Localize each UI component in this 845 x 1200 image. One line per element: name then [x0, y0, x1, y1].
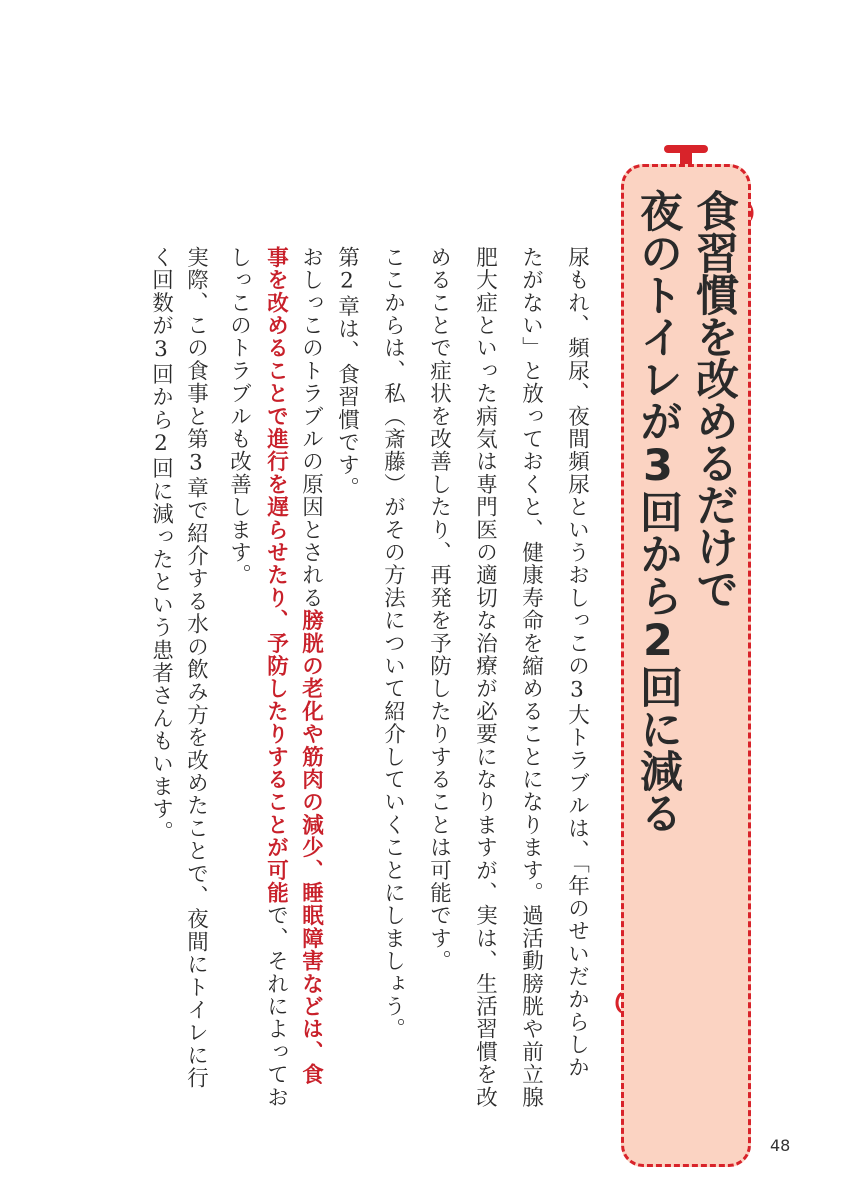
body-column-2: たがない」と放っておくと、健康寿命を縮めることになります。過活動膀胱や前立腺 [518, 246, 544, 1109]
body-text-normal: で、それによってお [263, 904, 289, 1109]
body-column-10: 実際、この食事と第3章で紹介する水の飲み方を改めたことで、夜間にトイレに行 [183, 246, 209, 1090]
body-column-4: めることで症状を改善したり、再発を予防したりすることは可能です。 [426, 246, 452, 973]
title-panel [621, 164, 751, 1167]
body-column-9: しっこのトラブルも改善します。 [226, 246, 252, 587]
page-number: 48 [770, 1136, 791, 1155]
body-column-5: ここからは、私（斎藤）がその方法について紹介していくことにしましょう。 [380, 246, 406, 1041]
highlight-text: 事を改めることで進行を遅らせたり、予防したりすることが可能 [263, 246, 289, 905]
body-text-normal: おしっこのトラブルの原因とされる [298, 246, 324, 610]
body-column-3: 肥大症といった病気は専門医の適切な治療が必要になりますが、実は、生活習慣を改 [472, 246, 498, 1109]
body-column-6: 第2章は、食習慣です。 [334, 246, 360, 500]
highlight-text: 膀胱の老化や筋肉の減少、睡眠障害などは、食 [298, 609, 324, 1086]
body-column-11: く回数が3回から2回に減ったという患者さんもいます。 [148, 246, 174, 844]
body-column-8 [265, 246, 287, 1109]
title-line-2: 夜のトイレが3回から2回に減る [633, 189, 683, 833]
body-column-1: 尿もれ、頻尿、夜間頻尿というおしっこの3大トラブルは、「年のせいだからしか [564, 246, 590, 1079]
body-column-7 [300, 246, 322, 1086]
title-line-1: 食習慣を改めるだけで [689, 189, 739, 609]
